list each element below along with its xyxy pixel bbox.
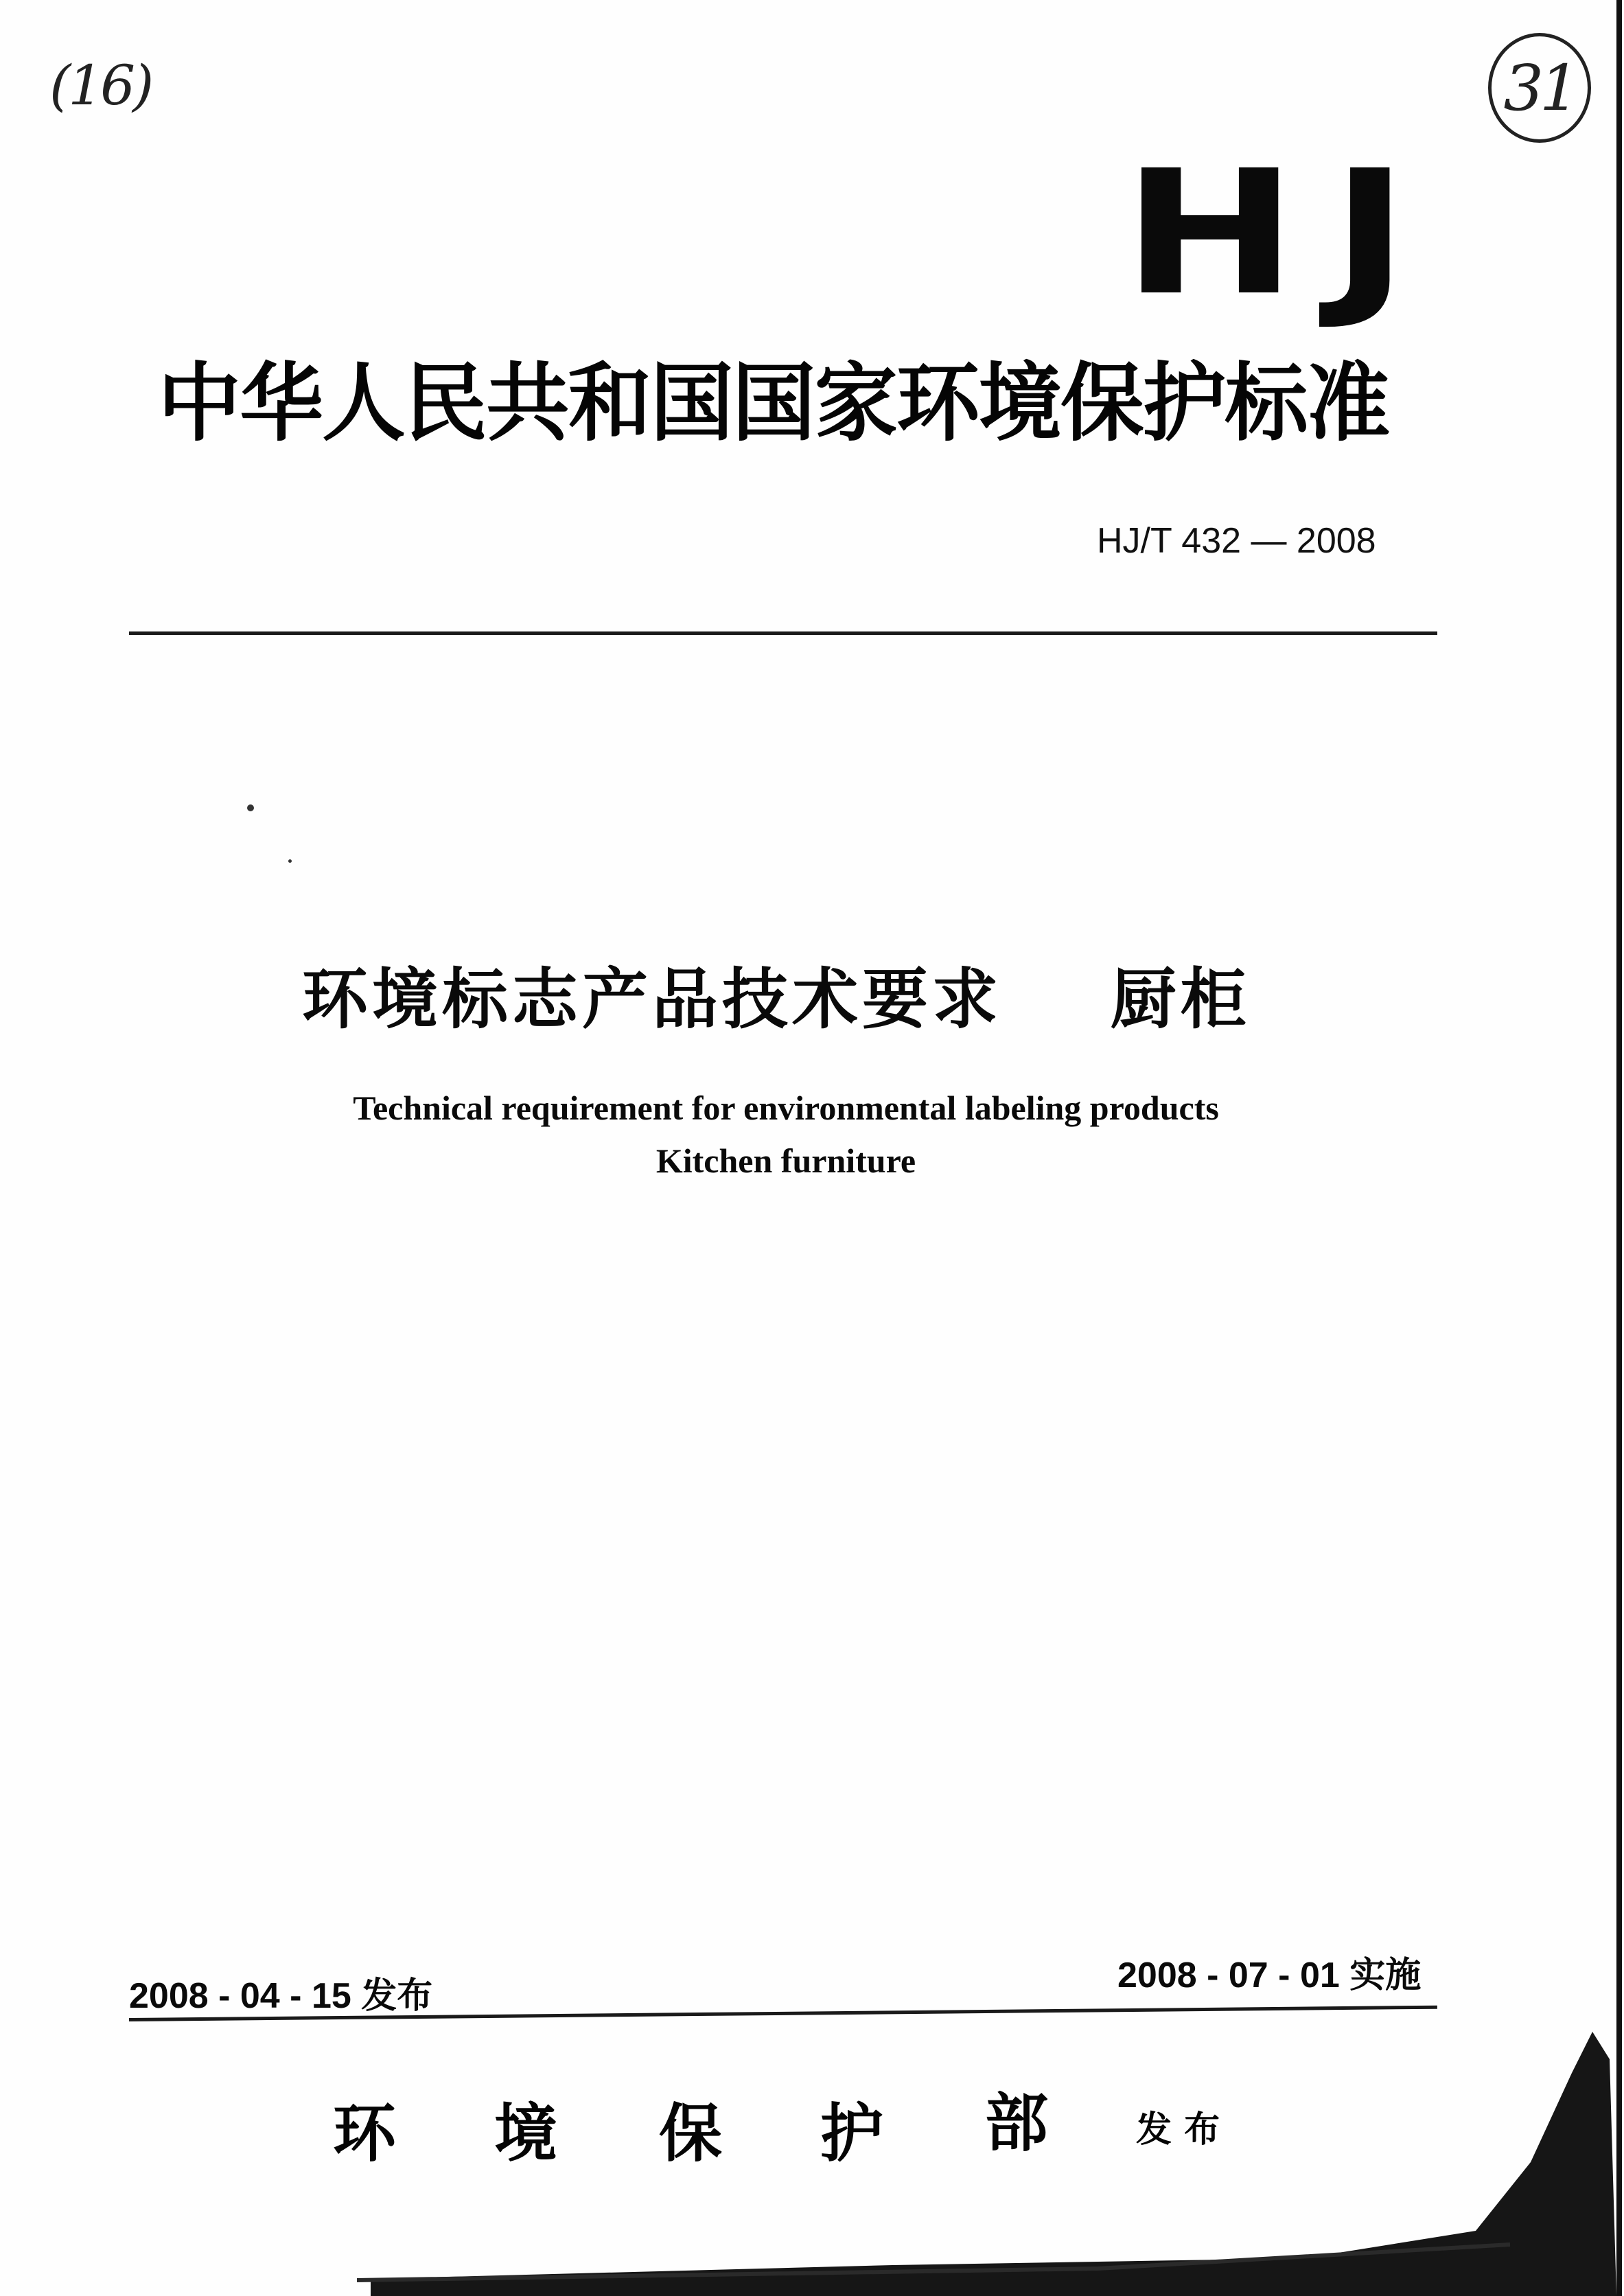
issuer-suffix: 发 布 [1136, 2109, 1220, 2150]
issue-date: 2008 - 04 - 15 发布 [129, 1976, 433, 2016]
issuer-char: 环 [333, 2096, 397, 2170]
handwritten-page-mark-right: 31 [1488, 33, 1591, 143]
standard-title-en-line2: Kitchen furniture [656, 1141, 916, 1180]
issuer-char: 境 [494, 2096, 558, 2170]
standard-title-cn: 环境标志产品技术要求 厨柜 [302, 961, 1251, 1038]
implementation-date: 2008 - 07 - 01 实施 [1117, 1956, 1422, 1995]
handwritten-page-mark-left: (16) [49, 54, 152, 117]
issuer-char: 保 [659, 2096, 723, 2170]
standard-title-en-line1: Technical requirement for environmental labeling products [353, 1089, 1219, 1127]
standard-code: HJ/T 432 — 2008 [1097, 521, 1376, 561]
issuer-char: 护 [820, 2096, 884, 2170]
issuer-char: 部 [985, 2086, 1049, 2160]
hj-logo: HJ [1122, 133, 1443, 333]
national-standard-title: 中华人民共和国国家环境保护标准 [158, 354, 1389, 453]
